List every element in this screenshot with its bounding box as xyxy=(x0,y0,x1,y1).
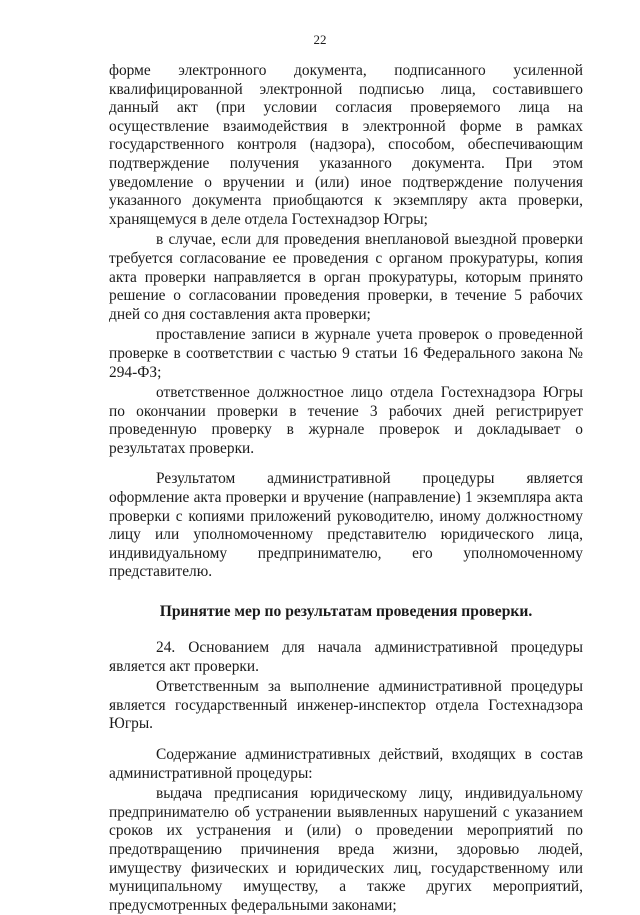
document-body xyxy=(109,62,583,915)
section-heading: Принятие мер по результатам проведения проверки. xyxy=(159,603,533,621)
paragraph-journal-entry: проставление записи в журнале учета проверок о проведенной проверке в соответствии с частью 9 статьи 16 Федерального закона № 294-ФЗ; xyxy=(109,326,583,381)
page-number: 22 xyxy=(313,32,327,47)
paragraph-electronic-form: форме электронного документа, подписанного усиленной квалифицированной электронной подписью лица, составившего данный акт (при условии согласия проверяемого лица на осуществление взаимодействия в электронной форме в рамках государственного контроля (надзора), способом, обеспечивающим подтверждение получения указанного документа. При этом уведомление о вручении и (или) иное подтверждение получения указанного документа приобщаются к экземпляру акта проверки, хранящемуся в деле отдела Гостехнадзор Югры; xyxy=(109,62,583,228)
paragraph-procedure-result: Результатом административной процедуры является оформление акта проверки и вручение (направление) 1 экземпляра акта проверки с копиями приложений руководителю, иному должностному лицу или уполномоченному представителю юридического лица, индивидуальному предпринимателю, его уполномоченному представителю. xyxy=(109,470,583,581)
paragraph-responsible-inspector: Ответственным за выполнение административной процедуры является государственный инженер-инспектор отдела Гостехнадзора Югры. xyxy=(109,678,583,733)
paragraph-actions-content: Содержание административных действий, входящих в состав административной процедуры: xyxy=(109,746,583,782)
paragraph-issue-order: выдача предписания юридическому лицу, индивидуальному предпринимателю об устранении выявленных нарушений с указанием сроков их устранения и (или) о проведении мероприятий по предотвращению причинения вреда жизни, здоровью людей, имуществу физических и юридических лиц, государственному или муниципальному имуществу, а также других мероприятий, предусмотренных федеральными законами; xyxy=(109,785,583,914)
paragraph-prosecutor-approval: в случае, если для проведения внеплановой выездной проверки требуется согласование ее проведения с органом прокуратуры, копия акта проверки направляется в орган прокуратуры, которым принято решение о согласовании проведения проверки, в течение 5 рабочих дней со дня составления акта проверки; xyxy=(109,231,583,323)
paragraph-item-24: 24. Основанием для начала административной процедуры является акт проверки. xyxy=(109,639,583,675)
paragraph-responsible-official: ответственное должностное лицо отдела Гостехнадзора Югры по окончании проверки в течение 3 рабочих дней регистрирует проведенную проверку в журнале проверок и докладывает о результатах проверки. xyxy=(109,384,583,457)
